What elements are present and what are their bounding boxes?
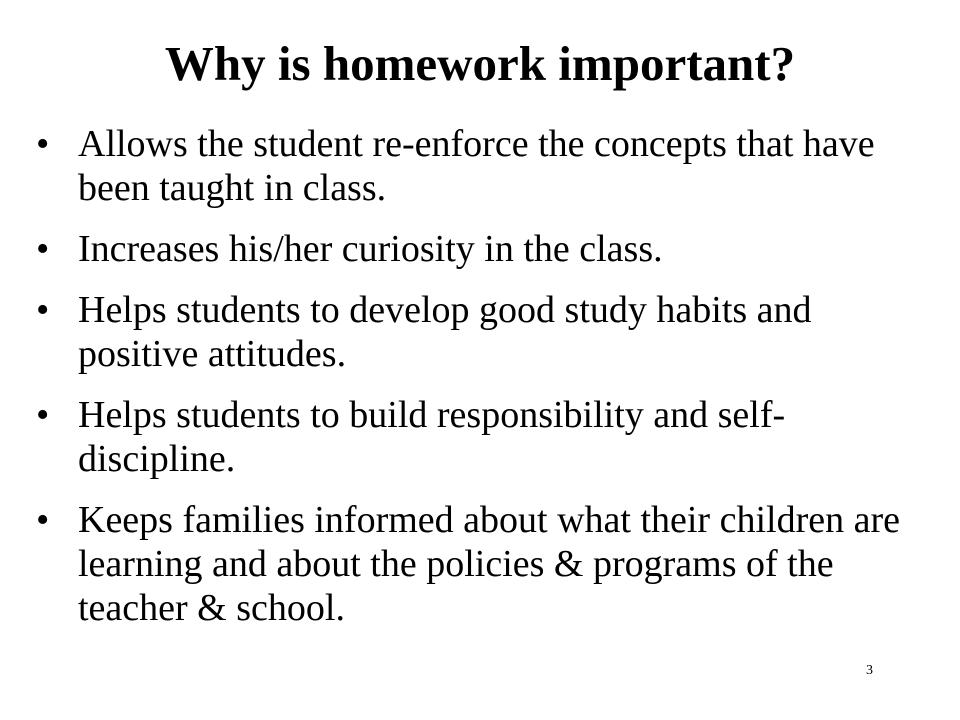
bullet-icon: • [36, 123, 50, 165]
bullet-icon: • [36, 289, 50, 331]
bullet-item [36, 288, 916, 376]
slide-number: 3 [866, 663, 873, 678]
bullet-icon: • [36, 499, 50, 541]
bullet-icon: • [36, 228, 50, 270]
bullet-text: Allows the student re-enforce the concepts that have been taught in class. [78, 123, 875, 209]
bullet-text: Keeps families informed about what their children are learning and about the policies & programs of the teacher & school. [78, 499, 900, 629]
bullet-item [36, 393, 916, 481]
bullet-item [36, 122, 916, 210]
slide-title: Why is homework important? [164, 36, 796, 91]
bullet-text: Helps students to build responsibility and self-discipline. [78, 394, 786, 480]
bullet-list [36, 122, 916, 647]
bullet-item [36, 498, 916, 630]
bullet-text: Increases his/her curiosity in the class. [78, 228, 663, 270]
bullet-icon: • [36, 394, 50, 436]
bullet-text: Helps students to develop good study habits and positive attitudes. [78, 289, 812, 375]
bullet-item [36, 227, 916, 271]
